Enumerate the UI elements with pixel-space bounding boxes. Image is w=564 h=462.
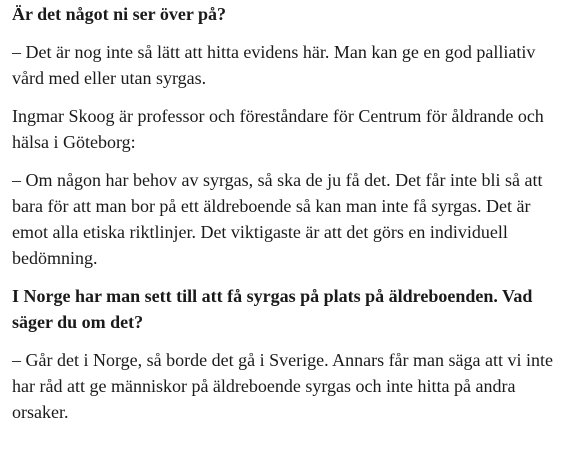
interview-answer: – Går det i Norge, så borde det gå i Sverige. Annars får man säga att vi inte har råd att ge människor på äldreboende syrgas och inte hitta på andra orsaker.: [12, 350, 554, 422]
article-body: [12, 1, 560, 437]
body-paragraph: Ingmar Skoog är professor och föreståndare för Centrum för åldrande och hälsa i Göteborg:: [12, 106, 544, 152]
interview-answer: – Om någon har behov av syrgas, så ska de ju få det. Det får inte bli så att bara för att man bor på ett äldreboende så kan man inte få syrgas. Det är emot alla etiska riktlinjer. Det viktigaste är att det görs en individuell bedömning.: [12, 170, 543, 268]
interview-question: Är det något ni ser över på?: [12, 4, 226, 24]
interview-question: I Norge har man sett till att få syrgas på plats på äldreboenden. Vad säger du om det?: [12, 286, 533, 332]
interview-answer: – Det är nog inte så lätt att hitta evidens här. Man kan ge en god palliativ vård med eller utan syrgas.: [12, 42, 536, 88]
